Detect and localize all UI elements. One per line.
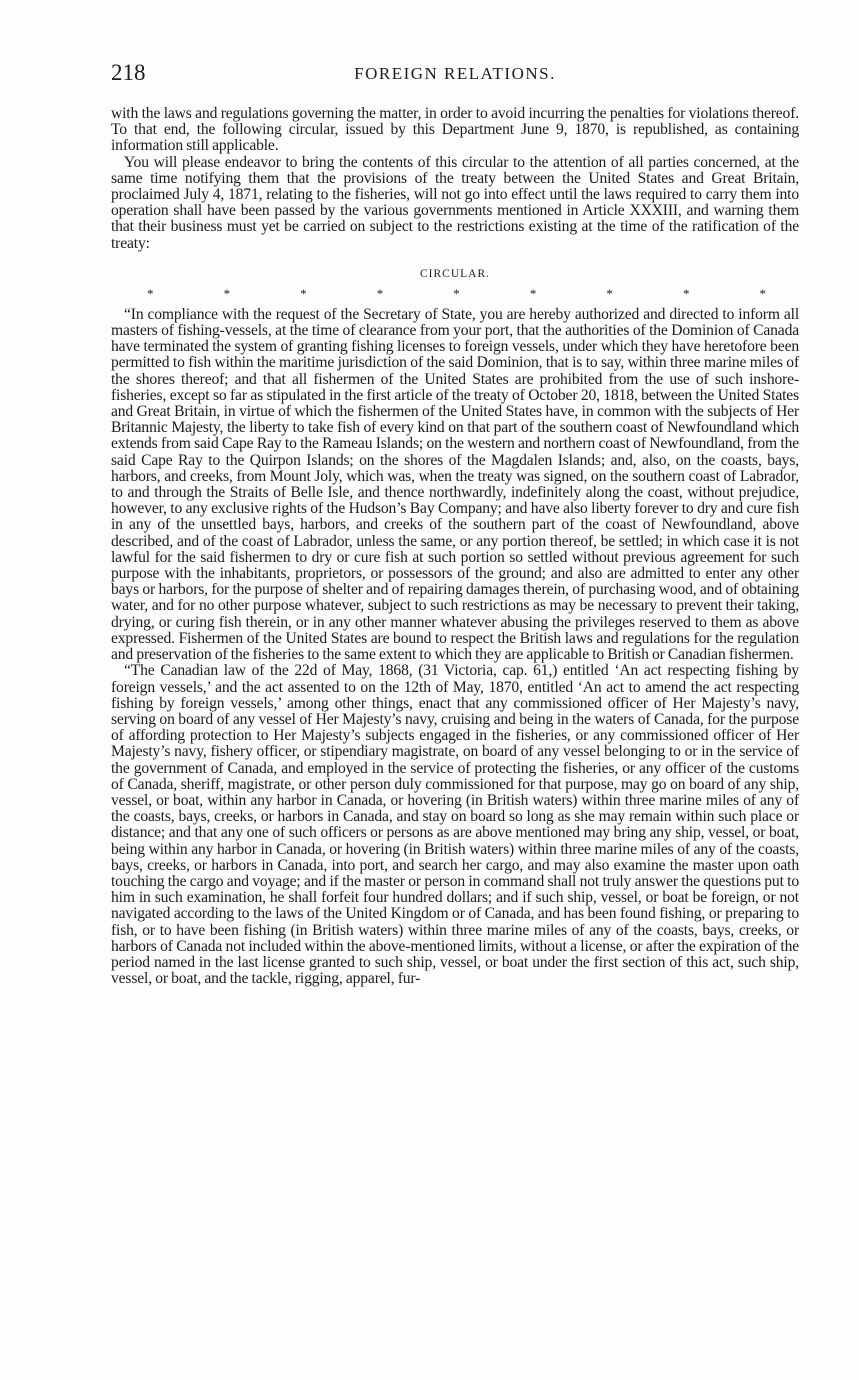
asterisk: *	[606, 285, 613, 301]
page-body	[111, 106, 799, 987]
circular-paragraph-2: “The Canadian law of the 22d of May, 1868, (31 Victoria, cap. 61,) entitled ‘An act respecting fishing by foreign vessels,’ and the act assented to on the 12th of May, 1870, entitled ‘An act to amend the act respecting fishing by foreign vessels,’ among other things, enact that any commissioned officer of Her Majesty’s navy, serving on board of any vessel of Her Majesty’s navy, cruising and being in the waters of Canada, for the purpose of affording protection to Her Majesty’s subjects engaged in the fisheries, or any commissioned officer of Her Majesty’s navy, fishery officer, or stipendiary magistrate, on board of any vessel belonging to or in the service of the government of Canada, and employed in the service of protecting the fisheries, or any officer of the customs of Canada, sheriff, magistrate, or other person duly commissioned for that purpose, may go on board of any ship, vessel, or boat, within any harbor in Canada, or hovering (in British waters) within three marine miles of any of the coasts, bays, creeks, or harbors in Canada, and stay on board so long as she may remain within such place or distance; and that any one of such officers or persons as are above mentioned may bring any ship, vessel, or boat, being within any harbor in Canada, or hovering (in British waters) within three marine miles of any of the coasts, bays, creeks, or harbors in Canada, into port, and search her cargo, and may also examine the master upon oath touching the cargo and voyage; and if the master or person in command shall not truly answer the questions put to him in such examination, he shall forfeit four hundred dollars; and if such ship, vessel, or boat be foreign, or not navigated according to the laws of the United Kingdom or of Canada, and has been found fishing, or preparing to fish, or to have been fishing (in British waters) within three marine miles of any of the coasts, bays, creeks, or harbors of Canada not included within the above-mentioned limits, without a license, or after the expiration of the period named in the last license granted to such ship, vessel, or boat under the first section of this act, such ship, vessel, or boat, and the tackle, rigging, apparel, fur-	[111, 662, 799, 988]
asterisk: *	[147, 285, 154, 301]
asterisk: *	[529, 285, 537, 301]
asterisk-ellipsis	[111, 287, 799, 301]
asterisk: *	[300, 285, 307, 301]
intro-paragraph-1: with the laws and regulations governing the matter, in order to avoid incurring the penalties for violations thereof. To that end, the following circular, issued by this Department June 9, 1870, is republished, as containing information still applicable.	[111, 105, 799, 155]
asterisk: *	[376, 285, 384, 301]
page-header	[111, 60, 799, 90]
circular-heading: CIRCULAR.	[419, 267, 491, 280]
asterisk: *	[759, 285, 766, 301]
asterisk: *	[453, 285, 460, 301]
page-number: 218	[111, 60, 146, 85]
intro-paragraph-2: You will please endeavor to bring the contents of this circular to the attention of all parties concerned, at the same time notifying them that the provisions of the treaty between the United States and Great Britain, proclaimed July 4, 1871, relating to the fisheries, will not go into effect until the laws required to carry them into operation shall have been passed by the various governments mentioned in Article XXXIII, and warning them that their business must yet be carried on subject to the restrictions existing at the time of the ratification of the treaty:	[111, 153, 799, 252]
asterisk: *	[682, 285, 690, 301]
running-title: FOREIGN RELATIONS.	[354, 64, 556, 83]
asterisk: *	[223, 285, 231, 301]
circular-paragraph-1: “In compliance with the request of the Secretary of State, you are hereby authorized and directed to inform all masters of fishing-vessels, at the time of clearance from your port, that the authorities of the Dominion of Canada have terminated the system of granting fishing licenses to foreign vessels, under which they have heretofore been permitted to fish within the maritime jurisdiction of the said Dominion, that is to say, within three marine miles of the shores thereof; and that all fishermen of the United States are prohibited from the use of such inshore-fisheries, except so far as stipulated in the first article of the treaty of October 20, 1818, between the United States and Great Britain, in virtue of which the fishermen of the United States have, in common with the subjects of Her Britannic Majesty, the liberty to take fish of every kind on that part of the southern coast of Newfoundland which extends from said Cape Ray to the Rameau Islands; on the western and northern coast of Newfoundland, from the said Cape Ray to the Quirpon Islands; on the shores of the Magdalen Islands; and, also, on the coasts, bays, harbors, and creeks, from Mount Joly, which was, when the treaty was signed, on the southern coast of Labrador, to and through the Straits of Belle Isle, and thence northwardly, indefinitely along the coast, without prejudice, however, to any exclusive rights of the Hudson’s Bay Company; and have also liberty forever to dry and cure fish in any of the unsettled bays, harbors, and creeks of the southern part of the coast of Newfoundland, above described, and of the coast of Labrador, unless the same, or any portion thereof, be settled; in which case it is not lawful for the said fishermen to dry or cure fish at such portion so settled without previous agreement for such purpose with the inhabitants, proprietors, or possessors of the ground; and also are admitted to enter any other bays or harbors, for the purpose of shelter and of repairing damages therein, of purchasing wood, and of obtaining water, and for no other purpose whatever, subject to such restrictions as may be necessary to prevent their taking, drying, or curing fish therein, or in any other manner whatever abusing the privileges reserved to them as above expressed. Fishermen of the United States are bound to respect the British laws and regulations for the regulation and preservation of the fisheries to the same extent to which they are applicable to British or Canadian fishermen.	[111, 305, 799, 664]
